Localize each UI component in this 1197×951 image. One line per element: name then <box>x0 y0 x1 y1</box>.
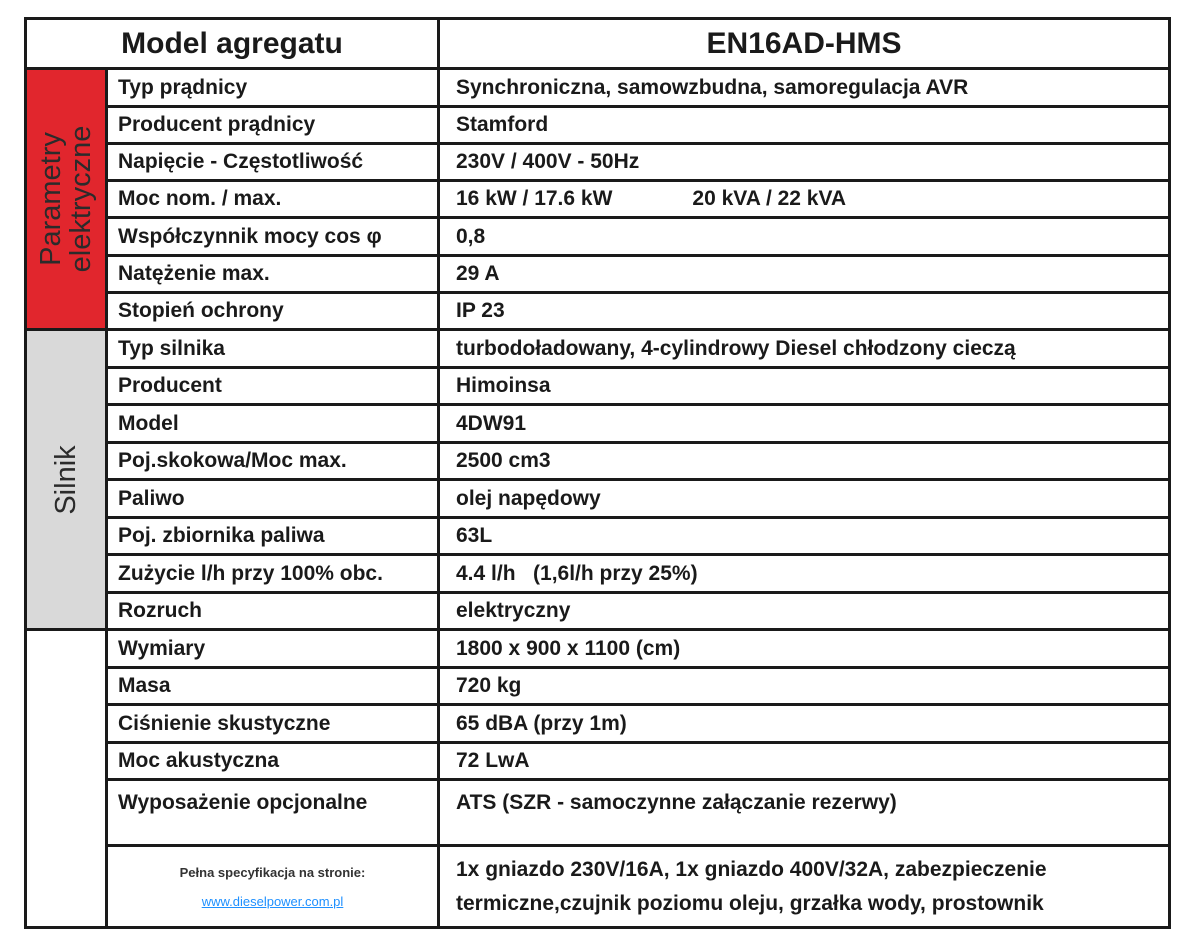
section-engine-label: Silnik <box>50 444 82 515</box>
table-row <box>108 594 1168 631</box>
table-row <box>108 257 1168 294</box>
row-value: 63L <box>456 524 493 547</box>
row-value: 2500 cm3 <box>456 449 551 472</box>
row-label: Ciśnienie skustyczne <box>108 706 440 741</box>
row-label: Moc akustyczna <box>108 744 440 778</box>
table-row <box>108 631 1168 669</box>
row-label: Napięcie - Częstotliwość <box>108 145 440 179</box>
power-kw: 16 kW / 17.6 kW <box>456 187 613 210</box>
row-label: Moc nom. / max. <box>108 182 440 216</box>
row-label: Producent prądnicy <box>108 108 440 142</box>
table-row <box>108 669 1168 706</box>
table-row <box>108 519 1168 556</box>
table-row <box>108 294 1168 331</box>
table-row <box>108 331 1168 369</box>
table-row <box>108 369 1168 406</box>
equipment-line-1: 1x gniazdo 230V/16A, 1x gniazdo 400V/32A, zabezpieczenie <box>456 857 1047 881</box>
table-row <box>108 444 1168 481</box>
row-value: 1800 x 900 x 1100 (cm) <box>456 636 681 660</box>
row-value: olej napędowy <box>456 486 601 510</box>
row-value: 0,8 <box>456 224 486 248</box>
model-header-label: Model agregatu <box>27 20 440 70</box>
footer-info <box>108 847 440 926</box>
table-row <box>108 145 1168 182</box>
row-value: IP 23 <box>456 299 505 322</box>
table-row <box>108 744 1168 781</box>
table-row <box>108 556 1168 594</box>
table-row <box>108 706 1168 744</box>
row-value: Himoinsa <box>456 374 551 397</box>
table-row <box>108 781 1168 847</box>
row-label: Producent <box>108 369 440 403</box>
row-label: Typ prądnicy <box>108 70 440 105</box>
spec-note: Pełna specyfikacja na stronie: <box>179 864 366 880</box>
section-electrical-label: Parametry elektryczne <box>35 125 97 273</box>
power-kva: 20 kVA / 22 kVA <box>692 187 847 210</box>
section-electrical <box>27 70 108 331</box>
model-header-value: EN16AD-HMS <box>440 20 1168 70</box>
row-label: Masa <box>108 669 440 703</box>
table-row <box>108 70 1168 108</box>
row-value: 720 kg <box>456 674 522 697</box>
table-row <box>108 406 1168 444</box>
row-value <box>440 182 1168 216</box>
table-row <box>108 182 1168 219</box>
row-value: 65 dBA (przy 1m) <box>456 711 627 735</box>
website-link[interactable]: www.dieselpower.com.pl <box>201 893 344 909</box>
row-label: Wymiary <box>108 631 440 666</box>
row-value: ATS (SZR - samoczynne załączanie rezerwy) <box>456 791 897 814</box>
row-value: 230V / 400V - 50Hz <box>456 150 640 173</box>
row-label: Natężenie max. <box>108 257 440 291</box>
table-row <box>108 481 1168 519</box>
row-label: Poj.skokowa/Moc max. <box>108 444 440 478</box>
row-label: Paliwo <box>108 481 440 516</box>
row-label: Poj. zbiornika paliwa <box>108 519 440 553</box>
row-label: Zużycie l/h przy 100% obc. <box>108 556 440 591</box>
row-value: 4.4 l/h (1,6l/h przy 25%) <box>456 561 698 585</box>
row-value: turbodoładowany, 4-cylindrowy Diesel chłodzony cieczą <box>456 336 1016 360</box>
row-value: Synchroniczna, samowzbudna, samoregulacja AVR <box>456 75 969 99</box>
row-label: Współczynnik mocy cos φ <box>108 219 440 254</box>
table-row <box>108 219 1168 257</box>
row-value: 29 A <box>456 262 500 285</box>
row-label: Model <box>108 406 440 441</box>
row-value: Stamford <box>456 113 549 136</box>
spec-table <box>24 17 1171 929</box>
section-engine <box>27 331 108 631</box>
row-value: 72 LwA <box>456 749 530 772</box>
section-other <box>27 631 108 926</box>
row-value: 4DW91 <box>456 411 527 435</box>
row-label: Typ silnika <box>108 331 440 366</box>
row-label: Stopień ochrony <box>108 294 440 328</box>
row-value: elektryczny <box>456 599 571 622</box>
equipment-list <box>440 847 1168 926</box>
row-label: Rozruch <box>108 594 440 628</box>
table-row <box>108 108 1168 145</box>
equipment-line-2: termiczne,czujnik poziomu oleju, grzałka wody, prostownik <box>456 891 1044 915</box>
row-label: Wyposażenie opcjonalne <box>108 781 440 844</box>
footer-row <box>108 847 1168 926</box>
